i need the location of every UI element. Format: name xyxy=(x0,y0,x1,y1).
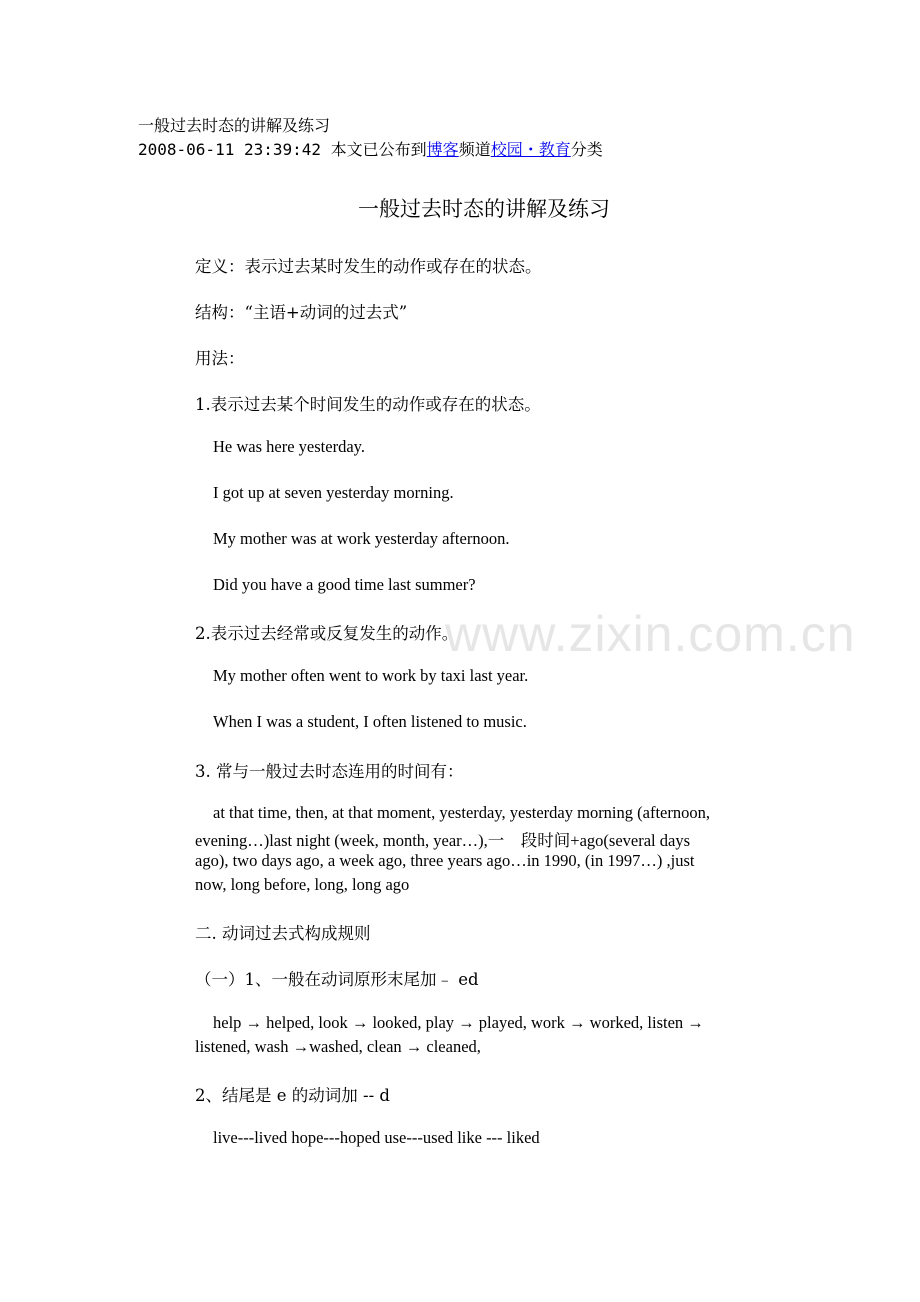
time-expressions-line: evening…)last night (week, month, year…),一 段时间+ago(several days xyxy=(195,831,691,850)
category-word: 分类 xyxy=(570,140,603,159)
rule-2-example: When I was a student, I often listened to music. xyxy=(213,712,527,731)
rule-2-heading: 2.表示过去经常或反复发生的动作。 xyxy=(195,624,459,643)
rule-3-heading: 3. 常与一般过去时态连用的时间有： xyxy=(195,762,464,781)
document-title-line: 一般过去时态的讲解及练习 xyxy=(138,116,331,135)
time-expressions-line: at that time, then, at that moment, yesterday, yesterday morning (afternoon, xyxy=(213,803,710,822)
rule-1-example: My mother was at work yesterday afternoon. xyxy=(213,529,510,548)
watermark: www.zixin.com.cn xyxy=(445,606,856,662)
blog-link[interactable]: 博客 xyxy=(426,140,459,159)
definition-text: 定义：表示过去某时发生的动作或存在的状态。 xyxy=(195,257,542,276)
rule-1-example: Did you have a good time last summer? xyxy=(213,575,476,594)
published-prefix: 本文已公布到 xyxy=(321,140,427,159)
rule-1-example: I got up at seven yesterday morning. xyxy=(213,483,454,502)
post-meta xyxy=(138,137,603,160)
category-link[interactable]: 校园・教育 xyxy=(490,140,571,159)
e-ending-verb-examples: live---lived hope---hoped use---used like --- liked xyxy=(213,1128,540,1147)
rule-sub-1-heading: （一）1、一般在动词原形末尾加﹣ ed xyxy=(195,970,479,989)
time-expressions-line: ago), two days ago, a week ago, three years ago…in 1990, (in 1997…) ,just xyxy=(195,851,695,870)
time-expressions-line: now, long before, long, long ago xyxy=(195,875,410,894)
channel-word: 频道 xyxy=(458,140,491,159)
regular-verb-examples-line: help → helped, look → looked, play → played, work → worked, listen → xyxy=(213,1013,704,1032)
rule-1-example: He was here yesterday. xyxy=(213,437,365,456)
post-timestamp: 2008-06-11 23:39:42 xyxy=(138,140,322,159)
structure-text: 结构：“主语+动词的过去式” xyxy=(195,303,408,322)
rule-2-example: My mother often went to work by taxi last year. xyxy=(213,666,529,685)
usage-label: 用法： xyxy=(195,349,245,368)
section-2-heading: 二. 动词过去式构成规则 xyxy=(195,924,371,943)
page-title: 一般过去时态的讲解及练习 xyxy=(358,197,610,221)
rule-sub-2-heading: 2、结尾是 e 的动词加 -- d xyxy=(195,1086,390,1105)
regular-verb-examples-line: listened, wash →washed, clean → cleaned, xyxy=(195,1037,481,1056)
rule-1-heading: 1.表示过去某个时间发生的动作或存在的状态。 xyxy=(195,395,541,414)
